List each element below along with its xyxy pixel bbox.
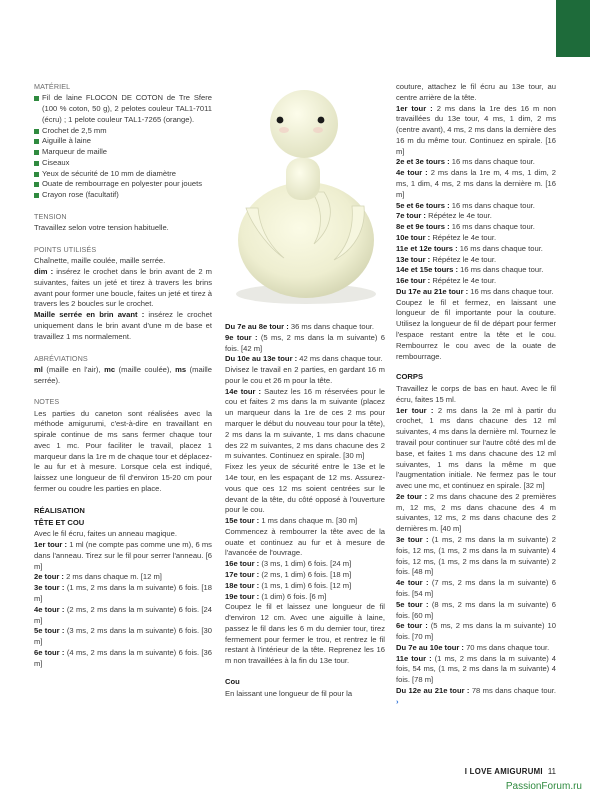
pattern-row: 6e tour : (4 ms, 2 ms dans la m suivante) 6 fois. [36 m] xyxy=(34,647,212,668)
body-intro: Travaillez le corps de bas en haut. Avec le fil écru, faites 15 ml. xyxy=(396,384,556,404)
pattern-row: Du 7e au 8e tour : 36 ms dans chaque tour. xyxy=(225,322,375,331)
material-item: Fil de laine FLOCON DE COTON de Tre Sfere (100 % coton, 50 g), 2 pelotes couleur TAL1-7011 (écru) ; 1 pelote couleur TAL1-7265 (orange). xyxy=(34,93,212,125)
tension-text: Travaillez selon votre tension habituelle. xyxy=(34,223,169,233)
bullet-square-icon xyxy=(34,193,39,198)
pattern-row: 16e tour : Répétez le 4e tour. xyxy=(396,276,497,286)
instruction-paragraph: Coupez le fil et fermez, en laissant une longueur de fil importante pour la couture. Utilisez la longueur de fil de départ pour fermer l'espace restant entre la tête et le cou. Rembourrez le cou avec de la ouate de rembourrage. xyxy=(396,297,556,361)
column-right xyxy=(396,82,556,708)
pattern-row: 3e tour : (1 ms, 2 ms dans la m suivante) 6 fois. [18 m] xyxy=(34,583,212,603)
pattern-row: 5e tour : (8 ms, 2 ms dans la m suivante) 6 fois. [60 m] xyxy=(396,599,556,620)
notes-heading: NOTES xyxy=(34,397,60,407)
head-intro: Avec le fil écru, faites un anneau magique. xyxy=(34,529,177,539)
materials-heading: MATÉRIEL xyxy=(34,82,71,91)
realisation-section xyxy=(34,506,212,670)
watermark: PassionForum.ru xyxy=(505,780,582,792)
pattern-row: 6e tour : (5 ms, 2 ms dans la m suivante) 10 fois. [70 m] xyxy=(396,621,556,642)
pattern-row: 5e tour : (3 ms, 2 ms dans la m suivante) 6 fois. [30 m] xyxy=(34,626,212,647)
pattern-row: 19e tour : (1 dim) 6 fois. [6 m] xyxy=(225,591,327,601)
bullet-square-icon xyxy=(34,96,39,101)
pattern-row: 17e tour : (2 ms, 1 dim) 6 fois. [18 m] xyxy=(225,569,352,579)
instruction-paragraph: Commencez à rembourrer la tête avec de la ouate et continuez au fur et à mesure de l'avancée de l'ouvrage. xyxy=(225,526,385,558)
material-item: Crayon rose (facultatif) xyxy=(34,190,212,201)
magazine-brand: I LOVE AMIGURUMI xyxy=(464,767,543,776)
pattern-row: 2e tour : 2 ms dans chacune des 2 premières m, 12 ms, 2 ms dans chacune des 4 m suivantes, 12 ms, 2 ms dans chacune des 2 dernières m. [40 m] xyxy=(396,491,556,534)
abbreviations-heading: ABRÉVIATIONS xyxy=(34,353,88,363)
pattern-row: 14e tour : Sautez les 16 m réservées pour le cou et faites 2 ms dans la m suivante (placez un marqueur dans la 1re de ces 2 ms pour marquer le début du nouveau tour pour la tête), 2 ms dans la m suivante, 1 ms dans chacune des 22 m suivantes, 2 ms dans chacune des 2 m suivantes. Continuez en spirale. [30 m] xyxy=(225,386,385,461)
column-left xyxy=(34,82,212,680)
bullet-square-icon xyxy=(34,129,39,134)
tension-section xyxy=(34,212,212,234)
pattern-row: Du 10e au 13e tour : 42 ms dans chaque tour. xyxy=(225,354,383,364)
pattern-row: 10e tour : Répétez le 4e tour. xyxy=(396,232,497,242)
body-heading: CORPS xyxy=(396,372,424,382)
material-item: Crochet de 2,5 mm xyxy=(34,126,212,137)
front-loop-definition: Maille serrée en brin avant : insérez le crochet uniquement dans le brin avant d'une m de base et travaillez 1 ms normalement. xyxy=(34,310,212,341)
pattern-row: 14e et 15e tours : 16 ms dans chaque tour. xyxy=(396,265,544,275)
pattern-row: Du 7e au 10e tour : 70 ms dans chaque tour. xyxy=(396,642,550,652)
material-item: Yeux de sécurité de 10 mm de diamètre xyxy=(34,169,212,180)
instruction-paragraph: Coupez le fil et laissez une longueur de fil d'environ 12 cm. Avec une aiguille à laine, passez le fil dans les 6 m du dernier tour, tirez fermement pour fermer le trou, et rentrez le fil restant à l'intérieur de la tête. Reprenez les 16 m non travaillées à la fin du 13e tour. xyxy=(225,602,385,666)
section-tab xyxy=(556,0,590,57)
pattern-row: 8e et 9e tours : 16 ms dans chaque tour. xyxy=(396,222,535,232)
neck-heading: Cou xyxy=(225,677,240,686)
instruction-paragraph: En laissant une longueur de fil pour la xyxy=(225,688,353,698)
notes-text: Les parties du caneton sont réalisées avec la méthode amigurumi, c'est-à-dire en travaillant en spirale continue de ms sans fermer chaque tour avec 1 mc. Pour faciliter le travail, placez 1 marqueur dans la 1re m de chaque tour et déplacez-le au fur et à mesure. Lorsque cela est indiqué, laissez une longueur de fil d'environ 15-20 cm pour fermer ou coudre les parties en place. xyxy=(34,408,212,493)
materials-section xyxy=(34,82,212,201)
pattern-row: 7e tour : Répétez le 4e tour. xyxy=(396,211,492,221)
realisation-heading: RÉALISATION xyxy=(34,505,85,515)
abbreviations-section xyxy=(34,354,212,387)
notes-section xyxy=(34,397,212,494)
pattern-row: 16e tour : (3 ms, 1 dim) 6 fois. [24 m] xyxy=(225,559,352,569)
material-item: Aiguille à laine xyxy=(34,136,212,147)
instruction-paragraph: Fixez les yeux de sécurité entre le 13e et le 14e tour, en les espaçant de 12 ms. Assurez-vous que ces 12 ms soient centrées sur le devant de la tête, du côté opposé à l'ouverture pour le cou. xyxy=(225,462,385,515)
head-neck-heading: TÊTE ET COU xyxy=(34,517,85,527)
stitches-text: Chaînette, maille coulée, maille serrée. xyxy=(34,256,166,266)
bullet-square-icon xyxy=(34,150,39,155)
pattern-row: 4e tour : (2 ms, 2 ms dans la m suivante) 6 fois. [24 m] xyxy=(34,604,212,625)
tension-heading: TENSION xyxy=(34,212,67,222)
instruction-paragraph: Divisez le travail en 2 parties, en gardant 16 m pour le cou et 26 m pour la tête. xyxy=(225,365,385,385)
pattern-row: 4e tour : (7 ms, 2 ms dans la m suivante) 6 fois. [54 m] xyxy=(396,578,556,598)
stitches-section xyxy=(34,245,212,342)
pattern-row: 18e tour : (1 ms, 1 dim) 6 fois. [12 m] xyxy=(225,580,352,590)
pattern-row: 15e tour : 1 ms dans chaque m. [30 m] xyxy=(225,516,358,526)
pattern-row: 3e tour : (1 ms, 2 ms dans la m suivante) 2 fois, 12 ms, (1 ms, 2 ms dans la m suivante) 4 fois, 12 ms, (1 ms, 2 ms dans la m suivante) 2 fois. [48 m] xyxy=(396,535,556,577)
abbreviations-text: ml (maille en l'air), mc (maille coulée), ms (maille serrée). xyxy=(34,364,212,385)
pattern-row: 5e et 6e tours : 16 ms dans chaque tour. xyxy=(396,200,535,210)
pattern-row: 13e tour : Répétez le 4e tour. xyxy=(396,254,497,264)
pattern-row: Du 12e au 21e tour : 78 ms dans chaque tour. › xyxy=(396,685,556,706)
pattern-row: 11e et 12e tours : 16 ms dans chaque tour. xyxy=(396,243,543,253)
material-item: Ciseaux xyxy=(34,158,212,169)
pattern-row: 2e et 3e tours : 16 ms dans chaque tour. xyxy=(396,157,535,167)
material-item: Marqueur de maille xyxy=(34,147,212,158)
continue-arrow-icon: › xyxy=(396,696,399,706)
duckling-photo xyxy=(224,80,387,317)
page-number: 11 xyxy=(547,767,556,776)
stitches-heading: POINTS UTILISÉS xyxy=(34,245,97,255)
dim-definition: dim : insérez le crochet dans le brin avant de 2 m suivantes, faites un jeté et tirez à travers les brins avant pour former une boucle, faites un jeté et tirez à travers les 2 boucles sur le crochet. xyxy=(34,267,212,309)
instruction-paragraph: couture, attachez le fil écru au 13e tour, au centre arrière de la tête. xyxy=(396,82,556,102)
pattern-row: 1er tour : 2 ms dans la 1re des 16 m non travaillées du 13e tour, 4 ms, 1 dim, 2 ms (centre avant), 4 ms, 2 ms dans la dernière des 16 m du même tour. Continuez en spirale. [16 m] xyxy=(396,103,556,156)
pattern-row: 1er tour : 2 ms dans la 2e ml à partir du crochet, 1 ms dans chacune des 12 ml suivantes, 4 ms dans la dernière ml. Tournez le travail pour continuer sur l'autre côté des ml de base, et faites 1 ms dans chacune des 12 ml suivantes, 1 ms dans la même m que l'augmentation initiale. Ne fermez pas le tour avec une mc, et continuez en spirale. [32 m] xyxy=(396,405,556,491)
bullet-square-icon xyxy=(34,161,39,166)
bullet-square-icon xyxy=(34,172,39,177)
page-footer xyxy=(465,766,556,777)
pattern-row: 9e tour : (5 ms, 2 ms dans la m suivante) 6 fois. [42 m] xyxy=(225,332,385,353)
bullet-square-icon xyxy=(34,182,39,187)
column-middle xyxy=(225,322,385,700)
pattern-row: 1er tour : 1 ml (ne compte pas comme une m), 6 ms dans l'anneau. Tirez sur le fil pour serrer l'anneau. [6 m] xyxy=(34,540,212,571)
pattern-row: 2e tour : 2 ms dans chaque m. [12 m] xyxy=(34,572,162,582)
pattern-row: 11e tour : (1 ms, 2 ms dans la m suivante) 4 fois, 54 ms, (1 ms, 2 ms dans la m suivante) 4 fois. [78 m] xyxy=(396,653,556,685)
pattern-row: 4e tour : 2 ms dans la 1re m, 4 ms, 1 dim, 2 ms, 1 dim, 4 ms, 2 ms dans la dernière m. [16 m] xyxy=(396,168,556,199)
material-item: Ouate de rembourrage en polyester pour jouets xyxy=(34,179,212,190)
pattern-row: Du 17e au 21e tour : 16 ms dans chaque tour. xyxy=(396,286,554,296)
bullet-square-icon xyxy=(34,139,39,144)
